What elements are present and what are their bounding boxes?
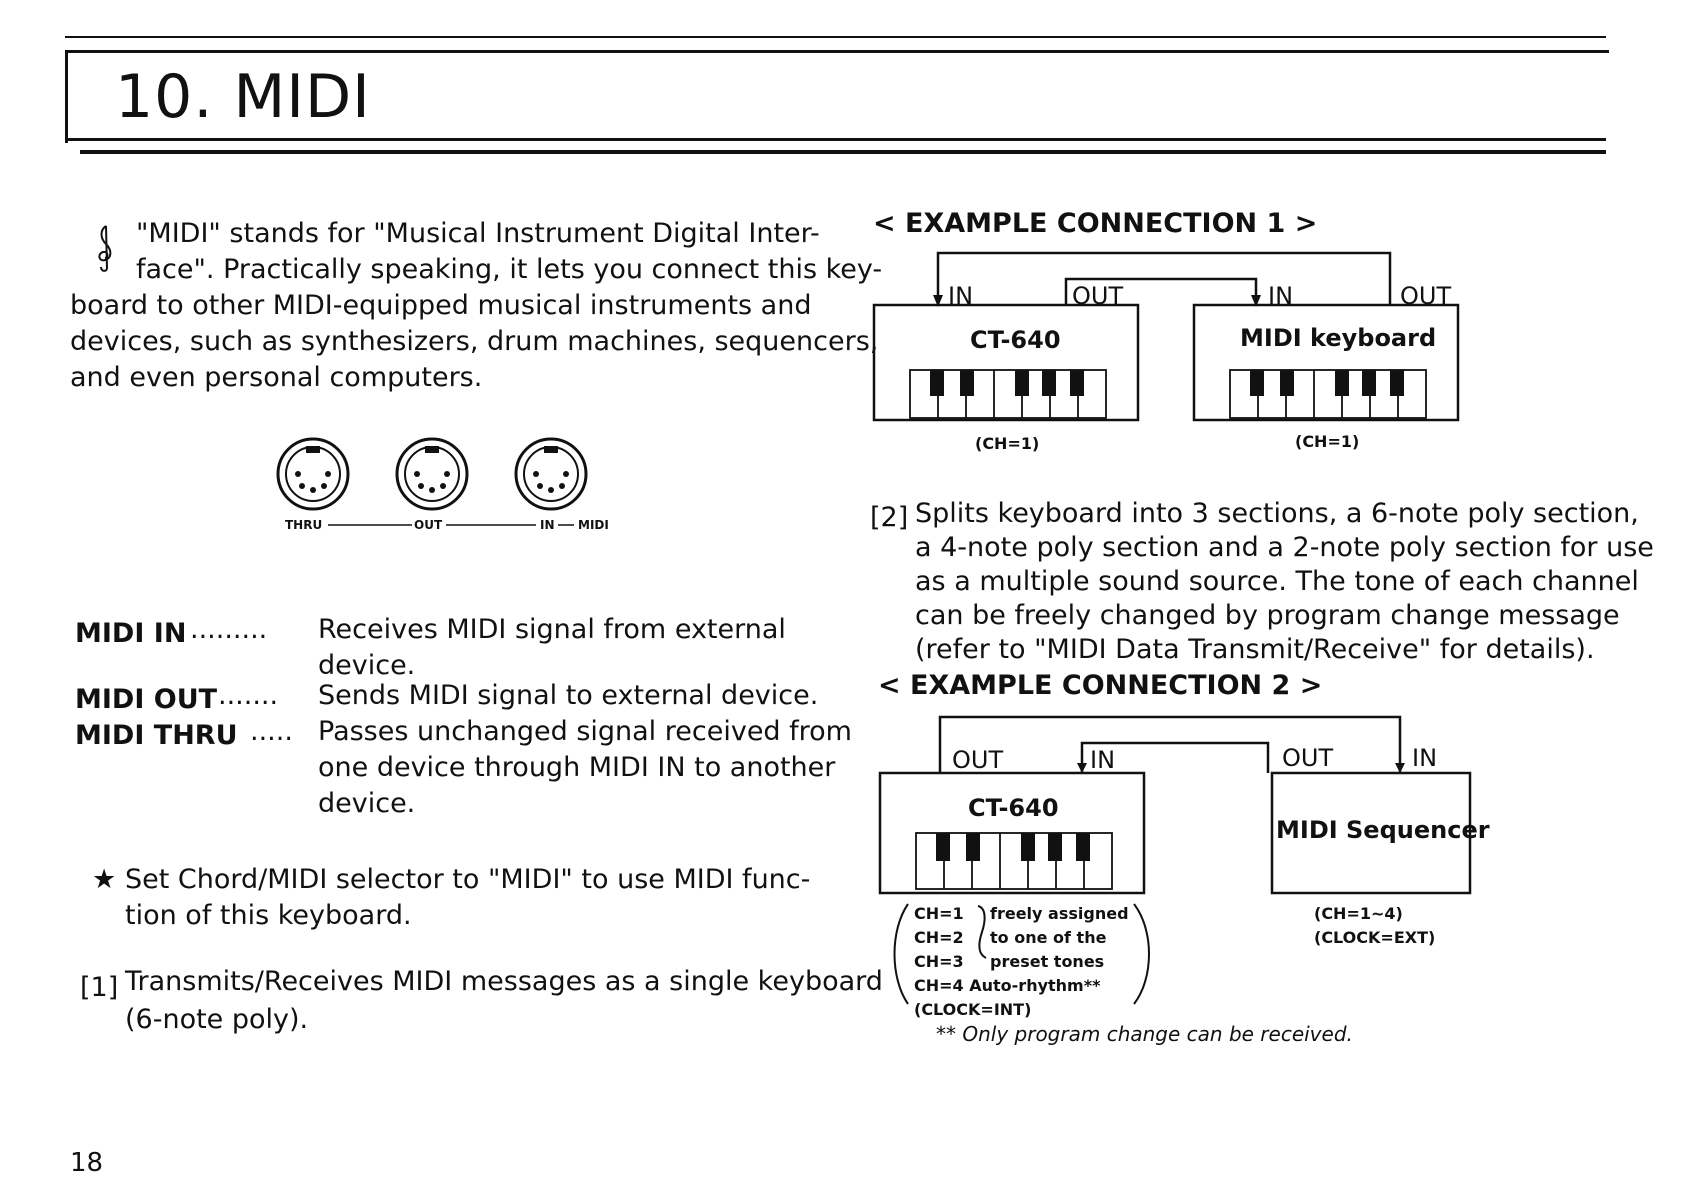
port-label-midi: MIDI bbox=[578, 518, 609, 532]
channel-label: CH=1 bbox=[914, 904, 964, 923]
port-label-out: OUT bbox=[1400, 282, 1452, 310]
clock-label: (CLOCK=EXT) bbox=[1314, 928, 1436, 947]
item-line: as a multiple sound source. The tone of each channel bbox=[915, 566, 1639, 597]
note-line: tion of this keyboard. bbox=[125, 900, 412, 931]
channel-label: CH=4 Auto-rhythm** bbox=[914, 976, 1101, 995]
intro-line: devices, such as synthesizers, drum machines, sequencers, bbox=[70, 326, 879, 357]
port-label-out: OUT bbox=[952, 746, 1004, 774]
midi-thru-jack-icon bbox=[278, 439, 348, 509]
page-title: 10. MIDI bbox=[115, 62, 371, 132]
port-label-out: OUT bbox=[1072, 282, 1124, 310]
channel-label: (CH=1) bbox=[975, 434, 1040, 453]
item-line: Transmits/Receives MIDI messages as a single keyboard bbox=[125, 966, 883, 997]
midi-in-jack-icon bbox=[516, 439, 586, 509]
definition-text: Sends MIDI signal to external device. bbox=[318, 680, 819, 711]
definition-text: Receives MIDI signal from external bbox=[318, 614, 786, 645]
intro-line: and even personal computers. bbox=[70, 362, 483, 393]
example-heading: < EXAMPLE CONNECTION 2 > bbox=[878, 670, 1323, 701]
definition-dots: ......... bbox=[190, 614, 268, 645]
channel-label: CH=2 bbox=[914, 928, 964, 947]
treble-clef-icon bbox=[92, 222, 120, 272]
channel-label: CH=3 bbox=[914, 952, 964, 971]
intro-line: face". Practically speaking, it lets you connect this key- bbox=[136, 254, 883, 285]
page-number: 18 bbox=[70, 1148, 104, 1178]
port-label-in: IN bbox=[540, 518, 555, 532]
intro-line: "MIDI" stands for "Musical Instrument Digital Inter- bbox=[136, 218, 820, 249]
port-label-out: OUT bbox=[1282, 744, 1334, 772]
example-heading: < EXAMPLE CONNECTION 1 > bbox=[873, 208, 1318, 239]
port-label-in: IN bbox=[1412, 744, 1438, 772]
channel-label: (CH=1~4) bbox=[1314, 904, 1403, 923]
item-line: Splits keyboard into 3 sections, a 6-note poly section, bbox=[915, 498, 1639, 529]
midi-out-jack-icon bbox=[397, 439, 467, 509]
definition-dots: ..... bbox=[250, 716, 293, 747]
definition-text: device. bbox=[318, 788, 416, 819]
star-icon: ★ bbox=[92, 864, 117, 895]
port-label-in: IN bbox=[1090, 746, 1116, 774]
definition-text: one device through MIDI IN to another bbox=[318, 752, 836, 783]
port-label-thru: THRU bbox=[285, 518, 323, 532]
clock-label: (CLOCK=INT) bbox=[914, 1000, 1032, 1019]
device-name: CT-640 bbox=[968, 794, 1059, 822]
port-label-in: IN bbox=[948, 282, 974, 310]
assign-note: freely assigned bbox=[990, 904, 1129, 923]
item-line: (refer to "MIDI Data Transmit/Receive" for details). bbox=[915, 634, 1595, 665]
item-line: (6-note poly). bbox=[125, 1004, 309, 1035]
channel-label: (CH=1) bbox=[1295, 432, 1360, 451]
connection-2-diagram bbox=[876, 705, 1476, 905]
assign-note: preset tones bbox=[990, 952, 1105, 971]
definition-text: Passes unchanged signal received from bbox=[318, 716, 852, 747]
title-top-rule bbox=[65, 36, 1606, 38]
assign-note: to one of the bbox=[990, 928, 1107, 947]
intro-line: board to other MIDI-equipped musical instruments and bbox=[70, 290, 812, 321]
device-name: CT-640 bbox=[970, 326, 1061, 354]
definition-text: device. bbox=[318, 650, 416, 681]
definition-term: MIDI IN bbox=[75, 618, 187, 649]
definition-term: MIDI THRU bbox=[75, 720, 238, 751]
device-name: MIDI Sequencer bbox=[1276, 816, 1490, 844]
device-name: MIDI keyboard bbox=[1240, 324, 1437, 352]
footnote: ** Only program change can be received. bbox=[936, 1022, 1353, 1046]
item-number: [1] bbox=[80, 972, 119, 1003]
port-label-out: OUT bbox=[414, 518, 443, 532]
definition-dots: ....... bbox=[218, 680, 279, 711]
port-label-in: IN bbox=[1268, 282, 1294, 310]
item-line: a 4-note poly section and a 2-note poly section for use bbox=[915, 532, 1654, 563]
definition-term: MIDI OUT bbox=[75, 684, 218, 715]
title-bottom-rule-thick bbox=[80, 150, 1606, 154]
title-bottom-rule bbox=[65, 138, 1606, 141]
item-line: can be freely changed by program change message bbox=[915, 600, 1620, 631]
item-number: [2] bbox=[870, 502, 909, 533]
note-line: Set Chord/MIDI selector to "MIDI" to use MIDI func- bbox=[125, 864, 811, 895]
